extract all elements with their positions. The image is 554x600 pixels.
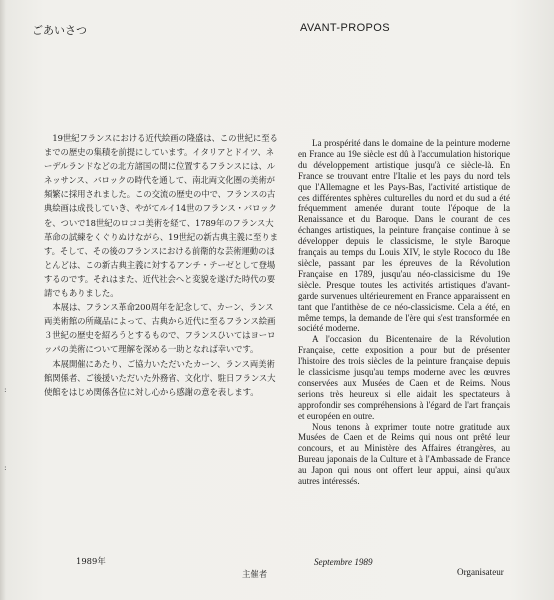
margin-mark: : xyxy=(4,385,7,394)
french-title: AVANT-PROPOS xyxy=(300,22,390,34)
french-body xyxy=(298,138,510,487)
japanese-paragraph: 19世紀フランスにおける近代絵画の隆盛は、この世紀に至るまでの歴史の集積を前提にしています。イタリアとドイツ、ネーデルランドなどの北方諸国の間に位置するフランスには、ルネッサンス、バロックの時代を通して、南北両文化圏の美術が頻繁に採用されました。この交流の歴史の中で、フランスの古典絵画は成長していき、やがてルイ14世のフランス・バロックを、ついで18世紀のロココ美術を経て、1789年のフランス大革命の試練をくぐりぬけながら、19世紀の新古典主義に至ります。そして、その後のフランスにおける前衛的な芸術運動のほとんどは、この新古典主義に対するアンチ・テーゼとして登場するのです。それはまた、近代社会へと変貌を遂げた時代の要請でもありました。 xyxy=(44,133,278,299)
japanese-paragraph: 本展は、フランス革命200周年を記念して、カーン、ランス両美術館の所蔵品によって、古典から近代に至るフランス絵画３世紀の歴史を紹ろうとするもので、フランスひいてはヨーロッパの美術について理解を深める一助となれば幸いです。 xyxy=(44,302,276,355)
japanese-paragraph: 本展開催にあたり、ご協力いただいたカーン、ランス両美術館関係者、ご後援いただいた外務省、文化庁、駐日フランス大使館をはじめ関係各位に対し心から感謝の意を表します。 xyxy=(44,358,276,397)
margin-mark: : xyxy=(4,463,7,472)
japanese-host: 主催者 xyxy=(242,569,268,579)
french-signature: Organisateur xyxy=(457,567,504,577)
french-paragraph: Nous tenons à exprimer toute notre gratitude aux Musées de Caen et de Reims qui nous ont prêté leur concours, et au Ministère des Affaires étrangères, au Bureau japonais de la Culture et à l'Ambassade de France au Japon qui nous ont offert leur appui, ainsi qu'aux autres intéressés. xyxy=(298,421,510,487)
japanese-body xyxy=(44,131,278,399)
french-paragraph: A l'occasion du Bicentenaire de la Révolution Française, cette exposition a pour but de présenter l'histoire des trois siècles de la peinture française depuis le classicisme jusqu'au temps moderne avec les œuvres conservées aux Musées de Caen et de Reims. Nous serions très heureux si elle aidait les spectateurs à approfondir ses compréhensions à l'égard de l'art français et européen en outre. xyxy=(298,334,510,421)
japanese-date: 1989年 xyxy=(76,556,106,566)
french-date: Septembre 1989 xyxy=(314,557,373,567)
french-paragraph: La prospérité dans le domaine de la peinture moderne en France au 19e siècle est dû à l'accumulation historique du développement artistique jusqu'à ce siècle-là. En France se trouvant entre l'Italie et les pays du nord tels que l'Allemagne et les Pays-Bas, l'activité artistique de ces différentes sphères culturelles du nord et du sud a été fréquemment amenée durant toute l'époque de la Renaissance et du Baroque. Dans le courant de ces échanges artistiques, la peinture française continue à se développer depuis le classicisme, le style Baroque français au temps du Louis XIV, le style Rococo du 18e siècle, passant par les épreuves de la Révolution Française en 1789, jusqu'au néo-classicisme du 19e siècle. Presque toutes les activités artistiques d'avant-garde survenues ultérieurement en France apparaissent en tant que l'antithèse de ce néo-classicisme. Cela a été, en même temps, la demande de l'ère qui s'est transformée en société moderne. xyxy=(298,138,510,334)
japanese-title: ごあいさつ xyxy=(32,24,87,37)
page-edge xyxy=(0,0,6,600)
